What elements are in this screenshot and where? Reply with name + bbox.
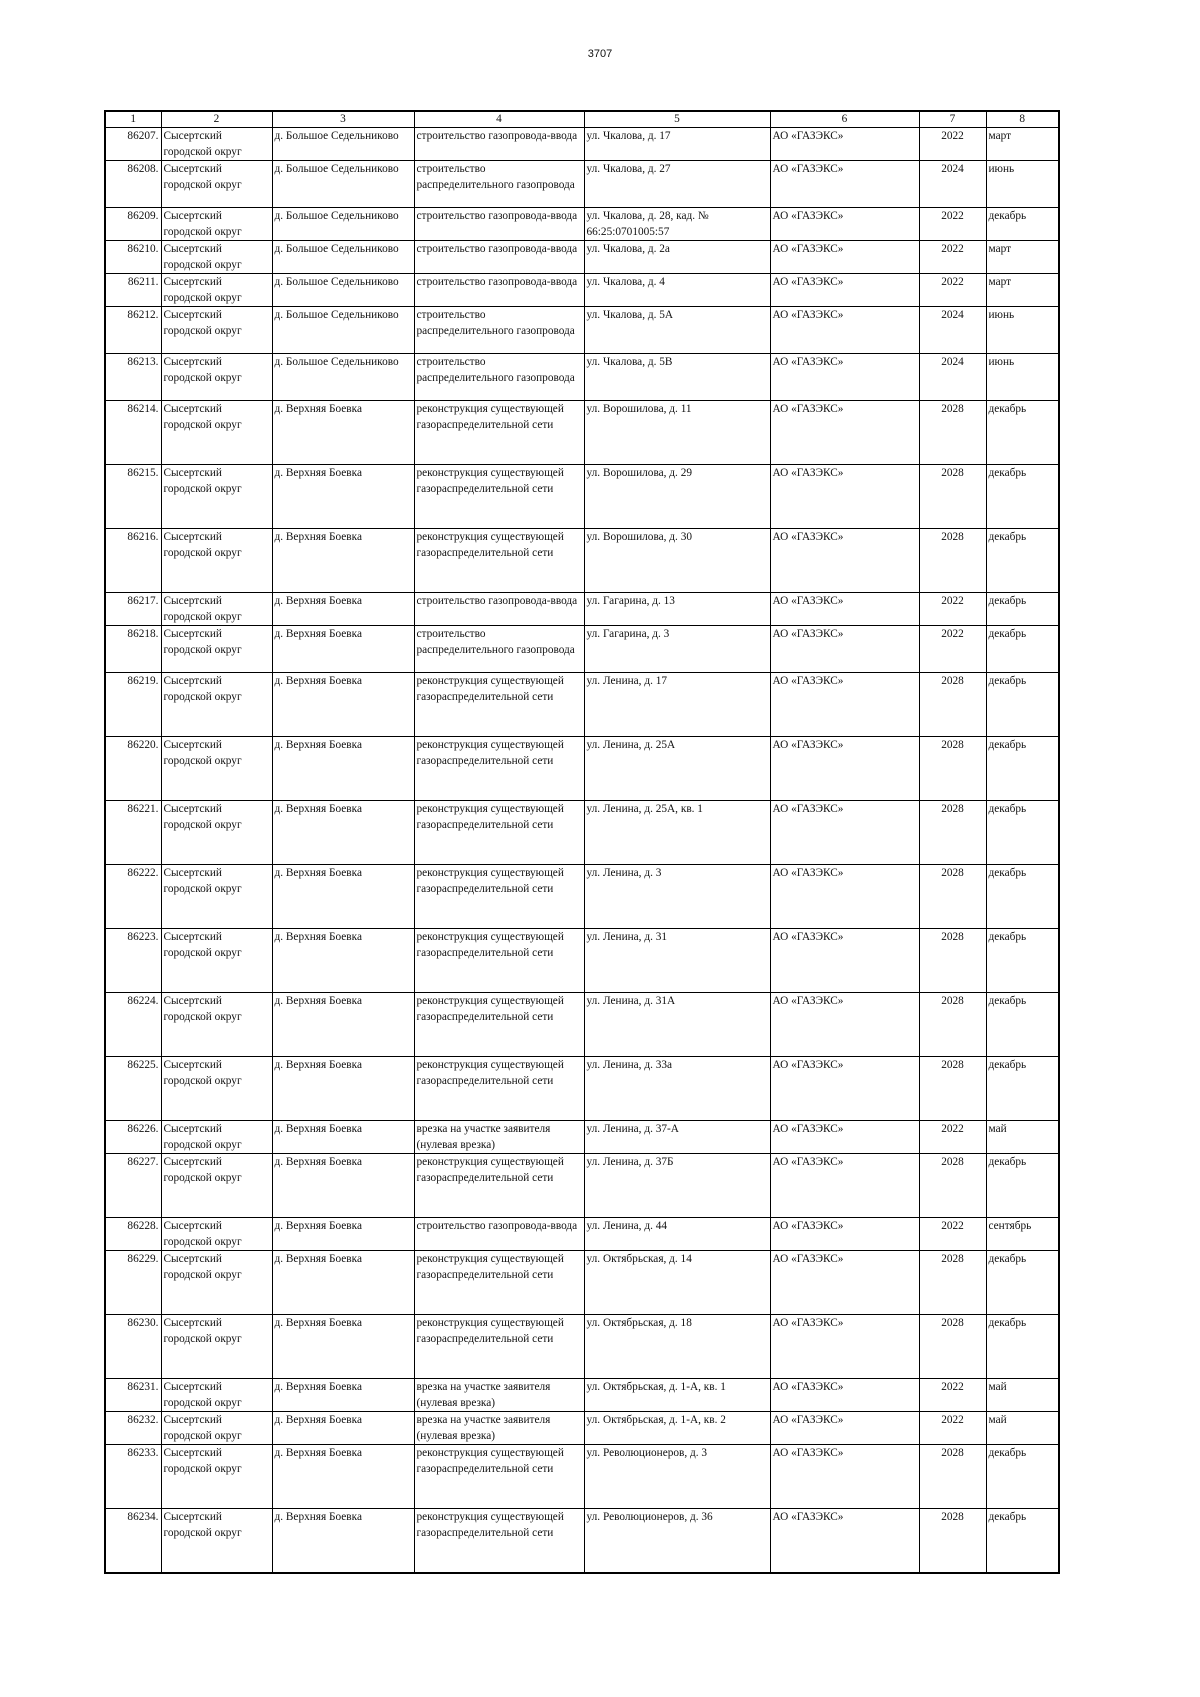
month-cell: июнь [986,354,1059,401]
organization-cell: АО «ГАЗЭКС» [770,929,919,993]
work-type-cell: строительство газопровода-ввода [414,593,584,626]
address-cell: ул. Ленина, д. 37Б [584,1154,770,1218]
address-cell: ул. Октябрьская, д. 14 [584,1251,770,1315]
work-type-cell: реконструкция существующей газораспределительной сети [414,673,584,737]
year-cell: 2022 [919,1412,986,1445]
table-row [105,529,1059,593]
year-cell: 2028 [919,673,986,737]
locality-cell: д. Верхняя Боевка [272,865,414,929]
district-cell: Сысертский городской округ [161,1412,272,1445]
column-header: 2 [161,111,272,128]
district-cell: Сысертский городской округ [161,1509,272,1574]
table-row [105,1121,1059,1154]
address-cell: ул. Октябрьская, д. 1-А, кв. 1 [584,1379,770,1412]
address-cell: ул. Ленина, д. 17 [584,673,770,737]
row-number: 86224. [105,993,161,1057]
organization-cell: АО «ГАЗЭКС» [770,1379,919,1412]
address-cell: ул. Гагарина, д. 13 [584,593,770,626]
table-row [105,241,1059,274]
district-cell: Сысертский городской округ [161,465,272,529]
year-cell: 2022 [919,128,986,161]
month-cell: июнь [986,161,1059,208]
year-cell: 2022 [919,626,986,673]
page-number: 3707 [587,48,613,60]
locality-cell: д. Верхняя Боевка [272,1251,414,1315]
month-cell: декабрь [986,465,1059,529]
table-row [105,929,1059,993]
address-cell: ул. Ленина, д. 37-А [584,1121,770,1154]
year-cell: 2022 [919,241,986,274]
work-type-cell: реконструкция существующей газораспределительной сети [414,401,584,465]
district-cell: Сысертский городской округ [161,161,272,208]
organization-cell: АО «ГАЗЭКС» [770,1057,919,1121]
address-cell: ул. Чкалова, д. 5В [584,354,770,401]
address-cell: ул. Чкалова, д. 4 [584,274,770,307]
month-cell: декабрь [986,1445,1059,1509]
district-cell: Сысертский городской округ [161,865,272,929]
row-number: 86227. [105,1154,161,1218]
table-row [105,737,1059,801]
address-cell: ул. Ворошилова, д. 11 [584,401,770,465]
work-type-cell: реконструкция существующей газораспределительной сети [414,1509,584,1574]
organization-cell: АО «ГАЗЭКС» [770,1154,919,1218]
table-row [105,1509,1059,1574]
organization-cell: АО «ГАЗЭКС» [770,274,919,307]
month-cell: декабрь [986,593,1059,626]
locality-cell: д. Верхняя Боевка [272,1121,414,1154]
address-cell: ул. Чкалова, д. 28, кад. № 66:25:0701005:57 [584,208,770,241]
address-cell: ул. Октябрьская, д. 1-А, кв. 2 [584,1412,770,1445]
column-header: 3 [272,111,414,128]
row-number: 86233. [105,1445,161,1509]
work-type-cell: реконструкция существующей газораспределительной сети [414,737,584,801]
month-cell: декабрь [986,737,1059,801]
table-row [105,1445,1059,1509]
table-row [105,626,1059,673]
table-row [105,1251,1059,1315]
locality-cell: д. Верхняя Боевка [272,1315,414,1379]
table-row [105,865,1059,929]
row-number: 86219. [105,673,161,737]
address-cell: ул. Ленина, д. 33а [584,1057,770,1121]
row-number: 86216. [105,529,161,593]
address-cell: ул. Чкалова, д. 17 [584,128,770,161]
month-cell: май [986,1379,1059,1412]
row-number: 86220. [105,737,161,801]
work-type-cell: реконструкция существующей газораспределительной сети [414,1445,584,1509]
organization-cell: АО «ГАЗЭКС» [770,128,919,161]
year-cell: 2022 [919,593,986,626]
organization-cell: АО «ГАЗЭКС» [770,801,919,865]
table-row [105,1154,1059,1218]
organization-cell: АО «ГАЗЭКС» [770,465,919,529]
work-type-cell: строительство газопровода-ввода [414,208,584,241]
table-row [105,354,1059,401]
address-cell: ул. Ленина, д. 44 [584,1218,770,1251]
locality-cell: д. Большое Седельниково [272,161,414,208]
organization-cell: АО «ГАЗЭКС» [770,1251,919,1315]
address-cell: ул. Ворошилова, д. 29 [584,465,770,529]
address-cell: ул. Ленина, д. 25А, кв. 1 [584,801,770,865]
locality-cell: д. Верхняя Боевка [272,993,414,1057]
year-cell: 2028 [919,1509,986,1574]
locality-cell: д. Верхняя Боевка [272,801,414,865]
locality-cell: д. Большое Седельниково [272,307,414,354]
year-cell: 2022 [919,208,986,241]
row-number: 86218. [105,626,161,673]
work-type-cell: реконструкция существующей газораспределительной сети [414,465,584,529]
month-cell: май [986,1121,1059,1154]
table-row [105,465,1059,529]
address-cell: ул. Чкалова, д. 5А [584,307,770,354]
table-row [105,801,1059,865]
year-cell: 2028 [919,1315,986,1379]
district-cell: Сысертский городской округ [161,1121,272,1154]
table-row [105,593,1059,626]
organization-cell: АО «ГАЗЭКС» [770,1315,919,1379]
column-header: 5 [584,111,770,128]
district-cell: Сысертский городской округ [161,801,272,865]
organization-cell: АО «ГАЗЭКС» [770,593,919,626]
table-row [105,993,1059,1057]
district-cell: Сысертский городской округ [161,128,272,161]
organization-cell: АО «ГАЗЭКС» [770,208,919,241]
organization-cell: АО «ГАЗЭКС» [770,1509,919,1574]
work-type-cell: реконструкция существующей газораспределительной сети [414,1251,584,1315]
row-number: 86212. [105,307,161,354]
district-cell: Сысертский городской округ [161,307,272,354]
district-cell: Сысертский городской округ [161,1218,272,1251]
locality-cell: д. Большое Седельниково [272,354,414,401]
work-type-cell: строительство газопровода-ввода [414,274,584,307]
locality-cell: д. Верхняя Боевка [272,1412,414,1445]
row-number: 86225. [105,1057,161,1121]
district-cell: Сысертский городской округ [161,593,272,626]
row-number: 86226. [105,1121,161,1154]
organization-cell: АО «ГАЗЭКС» [770,401,919,465]
district-cell: Сысертский городской округ [161,737,272,801]
table-row [105,673,1059,737]
district-cell: Сысертский городской округ [161,929,272,993]
organization-cell: АО «ГАЗЭКС» [770,673,919,737]
month-cell: март [986,241,1059,274]
address-cell: ул. Чкалова, д. 27 [584,161,770,208]
column-header: 4 [414,111,584,128]
work-type-cell: реконструкция существующей газораспределительной сети [414,529,584,593]
table-row [105,128,1059,161]
year-cell: 2024 [919,354,986,401]
table-row [105,1379,1059,1412]
month-cell: декабрь [986,801,1059,865]
year-cell: 2022 [919,1379,986,1412]
district-cell: Сысертский городской округ [161,1154,272,1218]
work-type-cell: строительство распределительного газопровода [414,307,584,354]
month-cell: декабрь [986,929,1059,993]
row-number: 86215. [105,465,161,529]
work-type-cell: врезка на участке заявителя (нулевая врезка) [414,1379,584,1412]
district-cell: Сысертский городской округ [161,208,272,241]
organization-cell: АО «ГАЗЭКС» [770,529,919,593]
year-cell: 2028 [919,993,986,1057]
table-row [105,401,1059,465]
month-cell: декабрь [986,673,1059,737]
table-row [105,274,1059,307]
table-row [105,307,1059,354]
locality-cell: д. Верхняя Боевка [272,529,414,593]
district-cell: Сысертский городской округ [161,401,272,465]
address-cell: ул. Революционеров, д. 3 [584,1445,770,1509]
district-cell: Сысертский городской округ [161,626,272,673]
locality-cell: д. Большое Седельниково [272,128,414,161]
organization-cell: АО «ГАЗЭКС» [770,1445,919,1509]
column-header: 1 [105,111,161,128]
column-header: 6 [770,111,919,128]
row-number: 86210. [105,241,161,274]
year-cell: 2028 [919,801,986,865]
district-cell: Сысертский городской округ [161,274,272,307]
table-body [105,128,1059,1574]
district-cell: Сысертский городской округ [161,1057,272,1121]
work-type-cell: строительство распределительного газопровода [414,354,584,401]
address-cell: ул. Ворошилова, д. 30 [584,529,770,593]
organization-cell: АО «ГАЗЭКС» [770,307,919,354]
organization-cell: АО «ГАЗЭКС» [770,1121,919,1154]
district-cell: Сысертский городской округ [161,673,272,737]
gasification-registry-table [104,110,1060,1574]
row-number: 86213. [105,354,161,401]
locality-cell: д. Верхняя Боевка [272,593,414,626]
month-cell: декабрь [986,1251,1059,1315]
locality-cell: д. Верхняя Боевка [272,673,414,737]
district-cell: Сысертский городской округ [161,993,272,1057]
work-type-cell: строительство распределительного газопровода [414,161,584,208]
year-cell: 2028 [919,401,986,465]
row-number: 86229. [105,1251,161,1315]
row-number: 86231. [105,1379,161,1412]
table-row [105,1057,1059,1121]
work-type-cell: реконструкция существующей газораспределительной сети [414,929,584,993]
address-cell: ул. Гагарина, д. 3 [584,626,770,673]
month-cell: март [986,128,1059,161]
locality-cell: д. Верхняя Боевка [272,1057,414,1121]
row-number: 86230. [105,1315,161,1379]
locality-cell: д. Верхняя Боевка [272,465,414,529]
month-cell: декабрь [986,1509,1059,1574]
organization-cell: АО «ГАЗЭКС» [770,865,919,929]
row-number: 86223. [105,929,161,993]
year-cell: 2022 [919,274,986,307]
work-type-cell: строительство газопровода-ввода [414,128,584,161]
year-cell: 2028 [919,737,986,801]
table-row [105,208,1059,241]
work-type-cell: строительство газопровода-ввода [414,1218,584,1251]
locality-cell: д. Верхняя Боевка [272,1379,414,1412]
work-type-cell: врезка на участке заявителя (нулевая врезка) [414,1121,584,1154]
year-cell: 2028 [919,865,986,929]
month-cell: декабрь [986,1154,1059,1218]
address-cell: ул. Революционеров, д. 36 [584,1509,770,1574]
month-cell: декабрь [986,529,1059,593]
row-number: 86211. [105,274,161,307]
year-cell: 2022 [919,1121,986,1154]
row-number: 86208. [105,161,161,208]
organization-cell: АО «ГАЗЭКС» [770,1218,919,1251]
address-cell: ул. Ленина, д. 31А [584,993,770,1057]
district-cell: Сысертский городской округ [161,1379,272,1412]
address-cell: ул. Ленина, д. 3 [584,865,770,929]
column-header: 8 [986,111,1059,128]
table-row [105,1218,1059,1251]
row-number: 86228. [105,1218,161,1251]
locality-cell: д. Верхняя Боевка [272,1445,414,1509]
year-cell: 2022 [919,1218,986,1251]
work-type-cell: реконструкция существующей газораспределительной сети [414,801,584,865]
locality-cell: д. Большое Седельниково [272,208,414,241]
work-type-cell: строительство распределительного газопровода [414,626,584,673]
work-type-cell: реконструкция существующей газораспределительной сети [414,1315,584,1379]
year-cell: 2028 [919,929,986,993]
month-cell: декабрь [986,993,1059,1057]
locality-cell: д. Верхняя Боевка [272,626,414,673]
address-cell: ул. Октябрьская, д. 18 [584,1315,770,1379]
organization-cell: АО «ГАЗЭКС» [770,354,919,401]
row-number: 86221. [105,801,161,865]
organization-cell: АО «ГАЗЭКС» [770,241,919,274]
year-cell: 2024 [919,307,986,354]
year-cell: 2028 [919,1251,986,1315]
organization-cell: АО «ГАЗЭКС» [770,993,919,1057]
month-cell: декабрь [986,1315,1059,1379]
address-cell: ул. Ленина, д. 31 [584,929,770,993]
district-cell: Сысертский городской округ [161,1445,272,1509]
address-cell: ул. Чкалова, д. 2а [584,241,770,274]
district-cell: Сысертский городской округ [161,354,272,401]
year-cell: 2028 [919,1445,986,1509]
work-type-cell: реконструкция существующей газораспределительной сети [414,1154,584,1218]
month-cell: сентябрь [986,1218,1059,1251]
month-cell: декабрь [986,1057,1059,1121]
locality-cell: д. Верхняя Боевка [272,929,414,993]
year-cell: 2024 [919,161,986,208]
year-cell: 2028 [919,529,986,593]
header-row [105,111,1059,128]
month-cell: декабрь [986,865,1059,929]
organization-cell: АО «ГАЗЭКС» [770,626,919,673]
year-cell: 2028 [919,465,986,529]
locality-cell: д. Большое Седельниково [272,241,414,274]
locality-cell: д. Верхняя Боевка [272,737,414,801]
locality-cell: д. Верхняя Боевка [272,401,414,465]
locality-cell: д. Верхняя Боевка [272,1154,414,1218]
row-number: 86234. [105,1509,161,1574]
month-cell: май [986,1412,1059,1445]
district-cell: Сысертский городской округ [161,1315,272,1379]
row-number: 86207. [105,128,161,161]
row-number: 86232. [105,1412,161,1445]
organization-cell: АО «ГАЗЭКС» [770,161,919,208]
organization-cell: АО «ГАЗЭКС» [770,1412,919,1445]
month-cell: декабрь [986,626,1059,673]
work-type-cell: реконструкция существующей газораспределительной сети [414,993,584,1057]
month-cell: декабрь [986,208,1059,241]
district-cell: Сысертский городской округ [161,529,272,593]
row-number: 86217. [105,593,161,626]
table-row [105,161,1059,208]
month-cell: июнь [986,307,1059,354]
district-cell: Сысертский городской округ [161,241,272,274]
year-cell: 2028 [919,1154,986,1218]
row-number: 86222. [105,865,161,929]
work-type-cell: врезка на участке заявителя (нулевая врезка) [414,1412,584,1445]
month-cell: декабрь [986,401,1059,465]
row-number: 86214. [105,401,161,465]
table-row [105,1315,1059,1379]
district-cell: Сысертский городской округ [161,1251,272,1315]
work-type-cell: реконструкция существующей газораспределительной сети [414,1057,584,1121]
row-number: 86209. [105,208,161,241]
work-type-cell: строительство газопровода-ввода [414,241,584,274]
locality-cell: д. Большое Седельниково [272,274,414,307]
locality-cell: д. Верхняя Боевка [272,1218,414,1251]
locality-cell: д. Верхняя Боевка [272,1509,414,1574]
year-cell: 2028 [919,1057,986,1121]
address-cell: ул. Ленина, д. 25А [584,737,770,801]
work-type-cell: реконструкция существующей газораспределительной сети [414,865,584,929]
organization-cell: АО «ГАЗЭКС» [770,737,919,801]
column-header: 7 [919,111,986,128]
table-row [105,1412,1059,1445]
month-cell: март [986,274,1059,307]
